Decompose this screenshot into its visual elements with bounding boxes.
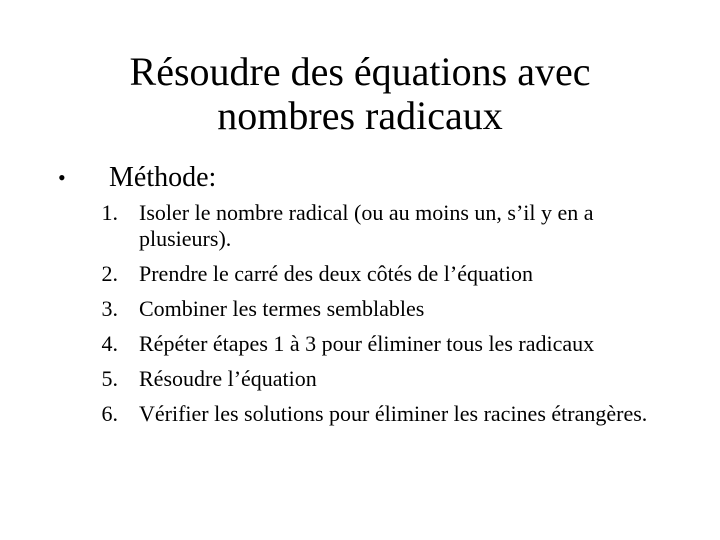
step-text: Vérifier les solutions pour éliminer les racines étrangères.: [139, 401, 648, 426]
step-number: 1.: [101, 200, 118, 225]
bullet-text: Méthode:: [109, 162, 217, 193]
list-item-step-1: [88, 200, 648, 252]
step-number: 6.: [101, 401, 118, 426]
method-steps-list: [88, 200, 648, 436]
slide-title-line-1: Résoudre des équations avec: [129, 49, 591, 94]
bullet-icon: •: [58, 165, 66, 190]
step-text: Isoler le nombre radical (ou au moins un, s’il y en a plusieurs).: [139, 200, 594, 251]
step-text: Résoudre l’équation: [139, 366, 317, 391]
list-item-step-4: [88, 331, 648, 357]
step-number: 4.: [101, 331, 118, 356]
step-number: 2.: [101, 261, 118, 286]
list-item-step-2: [88, 261, 648, 287]
step-text: Combiner les termes semblables: [139, 296, 425, 321]
list-item-step-5: [88, 366, 648, 392]
list-item-step-6: [88, 401, 648, 427]
step-text: Répéter étapes 1 à 3 pour éliminer tous les radicaux: [139, 331, 595, 356]
step-number: 5.: [101, 366, 118, 391]
step-text: Prendre le carré des deux côtés de l’équation: [139, 261, 533, 286]
step-number: 3.: [101, 296, 118, 321]
slide-title-line-2: nombres radicaux: [217, 93, 503, 138]
list-item-step-3: [88, 296, 648, 322]
slide-title: [60, 50, 660, 138]
